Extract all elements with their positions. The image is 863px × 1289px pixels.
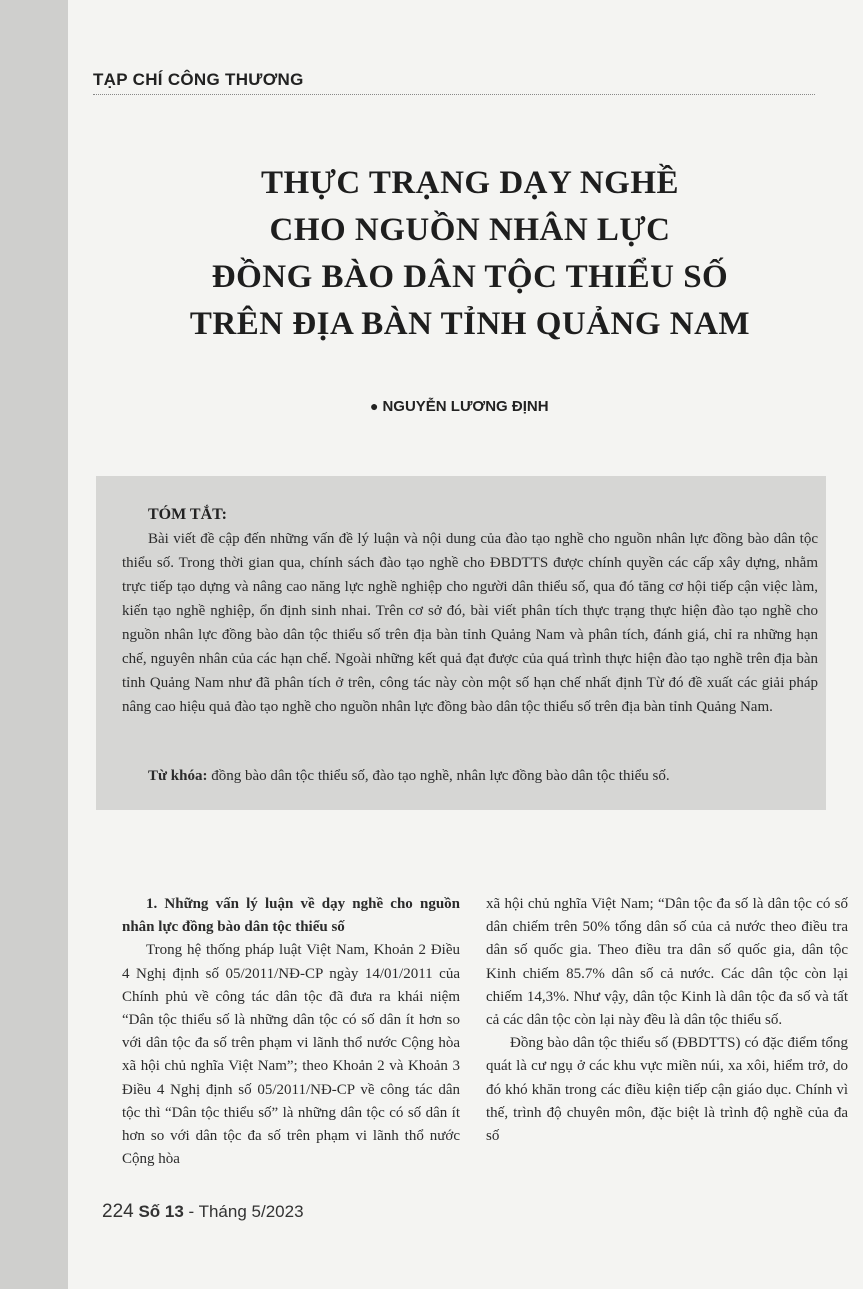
abstract-heading: TÓM TẮT: [148,506,227,523]
issue-number: Số 13 [138,1202,184,1221]
section-heading: 1. Những vấn lý luận về dạy nghề cho nguồn nhân lực đồng bào dân tộc thiểu số [122,896,460,936]
body-paragraph: Đồng bào dân tộc thiểu số (ĐBDTTS) có đặc điểm tổng quát là cư ngụ ở các khu vực miền núi, xa xôi, hiểm trở, do đó khó khăn trong các điều kiện tiếp cận giáo dục. Chính vì thế, trình độ chuyên môn, đặc biệt là trình độ nghề của đa số [486,1035,848,1145]
keywords [148,764,818,788]
issue-date: - Tháng 5/2023 [183,1202,304,1221]
keywords-text: đồng bào dân tộc thiểu số, đào tạo nghề, nhân lực đồng bào dân tộc thiểu số. [207,768,670,784]
title-line: TRÊN ĐỊA BÀN TỈNH QUẢNG NAM [189,306,751,342]
header-divider [93,94,815,95]
page-margin-strip [0,0,68,1289]
bullet-icon: ● [370,398,379,414]
title-line: ĐỒNG BÀO DÂN TỘC THIỂU SỐ [211,259,729,295]
title-line: CHO NGUỒN NHÂN LỰC [269,212,671,248]
body-column-right [486,893,848,1148]
abstract-text: Bài viết đề cập đến những vấn đề lý luận và nội dung của đào tạo nghề cho nguồn nhân lực đồng bào dân tộc thiểu số. Trong thời gian qua, chính sách đào tạo nghề cho ĐBDTTS được chính quyền các cấp xây dựng, nhằm trực tiếp tạo dựng và nâng cao năng lực nghề nghiệp cho người dân thiểu số, qua đó tăng cơ hội tiếp cận việc làm, kiến tạo nghề nghiệp, ổn định sinh nhai. Trên cơ sở đó, bài viết phân tích thực trạng thực hiện đào tạo nghề cho nguồn nhân lực đồng bào dân tộc thiểu số trên địa bàn tỉnh Quảng Nam và phân tích, đánh giá, chỉ ra những hạn chế, nguyên nhân của các hạn chế. Ngoài những kết quả đạt được của quá trình thực hiện đào tạo nghề trên địa bàn tỉnh Quảng Nam như đã phân tích ở trên, công tác này còn một số hạn chế nhất định Từ đó đề xuất các giải pháp nâng cao hiệu quả đào tạo nghề cho nguồn nhân lực đồng bào dân tộc thiểu số trên địa bàn tỉnh Quảng Nam. [122,531,818,715]
body-column-left [122,893,460,1171]
article-title [100,160,840,348]
author-line [370,398,549,415]
title-line: THỰC TRẠNG DẠY NGHỀ [260,165,680,201]
keywords-label: Từ khóa: [148,768,208,784]
page-number: 224 [102,1201,134,1222]
body-paragraph: xã hội chủ nghĩa Việt Nam; “Dân tộc đa số là dân tộc có số dân chiếm trên 50% tổng dân số của cả nước theo điều tra dân số quốc gia. Theo điều tra dân số quốc gia, dân tộc Kinh chiếm 85.7% dân số cả nước. Các dân tộc còn lại chiếm 14,3%. Như vậy, dân tộc Kinh là dân tộc đa số và tất cả các dân tộc còn lại này đều là dân tộc thiểu số. [486,896,848,1029]
body-paragraph: Trong hệ thống pháp luật Việt Nam, Khoản 2 Điều 4 Nghị định số 05/2011/NĐ-CP ngày 14/01/2011 của Chính phủ về công tác dân tộc đã đưa ra khái niệm “Dân tộc thiểu số là những dân tộc có số dân ít hơn so với dân tộc đa số trên phạm vi lãnh thổ nước Cộng hòa xã hội chủ nghĩa Việt Nam”; theo Khoản 2 và Khoản 3 Điều 4 Nghị định số 05/2011/NĐ-CP về công tác dân tộc thì “Dân tộc thiểu số” là những dân tộc có số dân ít hơn so với dân tộc đa số trên phạm vi lãnh thổ nước Cộng hòa [122,942,460,1168]
page-footer [102,1201,304,1223]
author-name: NGUYỄN LƯƠNG ĐỊNH [382,398,549,415]
journal-name: TẠP CHÍ CÔNG THƯƠNG [93,70,304,89]
